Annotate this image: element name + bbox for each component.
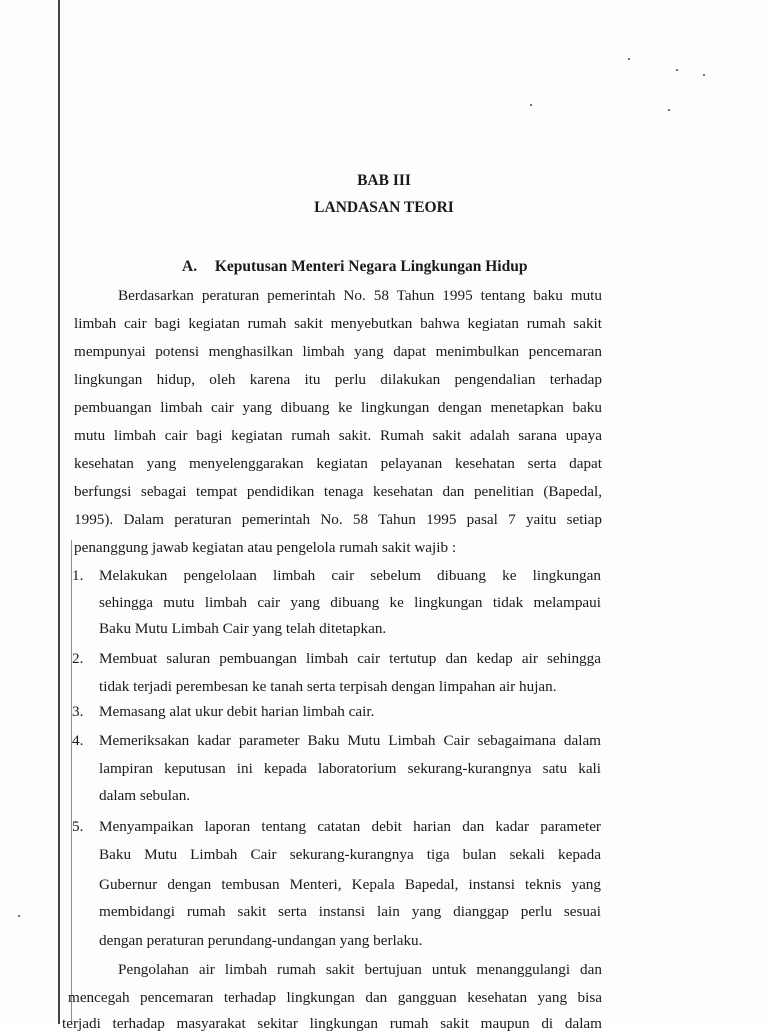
list-item-line: tidak terjadi perembesan ke tanah serta terpisah dengan limpahan air hujan. xyxy=(99,678,557,695)
list-item-line: Menyampaikan laporan tentang catatan debit harian dan kadar parameter xyxy=(99,818,601,835)
list-number: 5. xyxy=(72,818,84,835)
scan-margin-line-faint xyxy=(71,540,72,1024)
list-item-line: sehingga mutu limbah cair yang dibuang ke lingkungan tidak melampaui xyxy=(99,594,601,611)
list-item-line: Membuat saluran pembuangan limbah cair tertutup dan kedap air sehingga xyxy=(99,650,601,667)
paragraph-line: Berdasarkan peraturan pemerintah No. 58 Tahun 1995 tentang baku mutu xyxy=(118,287,602,304)
list-item-line: dalam sebulan. xyxy=(99,787,191,804)
chapter-number: BAB III xyxy=(357,172,411,189)
section-heading xyxy=(182,258,527,276)
list-item-line: Memeriksakan kadar parameter Baku Mutu Limbah Cair sebagaimana dalam xyxy=(99,732,601,749)
scan-speck xyxy=(676,69,678,71)
list-item-line: dengan peraturan perundang-undangan yang berlaku. xyxy=(99,932,423,949)
list-item-line: Gubernur dengan tembusan Menteri, Kepala Bapedal, instansi teknis yang xyxy=(99,876,601,893)
scan-speck xyxy=(668,109,670,111)
list-item-line: lampiran keputusan ini kepada laboratorium sekurang-kurangnya satu kali xyxy=(99,760,601,777)
scan-margin-line xyxy=(58,0,60,1024)
paragraph-line: mutu limbah cair bagi kegiatan rumah sakit. Rumah sakit adalah sarana upaya xyxy=(74,427,602,444)
list-number: 3. xyxy=(72,703,84,720)
list-item-line: Baku Mutu Limbah Cair yang telah ditetapkan. xyxy=(99,620,387,637)
scan-speck xyxy=(628,58,630,60)
paragraph-line: kesehatan yang menyelenggarakan kegiatan pelayanan kesehatan serta dapat xyxy=(74,455,602,472)
paragraph-line: berfungsi sebagai tempat pendidikan tenaga kesehatan dan penelitian (Bapedal, xyxy=(74,483,602,500)
section-title: Keputusan Menteri Negara Lingkungan Hidup xyxy=(214,258,528,275)
paragraph-line: limbah cair bagi kegiatan rumah sakit menyebutkan bahwa kegiatan rumah sakit xyxy=(74,315,602,332)
list-number: 4. xyxy=(72,732,84,749)
scan-speck xyxy=(703,74,705,76)
list-number: 1. xyxy=(72,567,84,584)
scan-speck xyxy=(18,915,20,917)
list-item-line: Melakukan pengelolaan limbah cair sebelum dibuang ke lingkungan xyxy=(99,567,601,584)
section-label: A. xyxy=(182,258,198,275)
list-item-line: Memasang alat ukur debit harian limbah cair. xyxy=(99,703,375,720)
paragraph-line: penanggung jawab kegiatan atau pengelola rumah sakit wajib : xyxy=(74,539,457,556)
list-item-line: membidangi rumah sakit serta instansi lain yang dianggap perlu sesuai xyxy=(99,903,601,920)
chapter-title: LANDASAN TEORI xyxy=(314,199,454,216)
paragraph-line: mencegah pencemaran terhadap lingkungan dan gangguan kesehatan yang bisa xyxy=(68,989,602,1006)
paragraph-line: mempunyai potensi menghasilkan limbah yang dapat menimbulkan pencemaran xyxy=(74,343,602,360)
scan-speck xyxy=(530,104,532,106)
paragraph-line: lingkungan hidup, oleh karena itu perlu dilakukan pengendalian terhadap xyxy=(74,371,602,388)
paragraph-line: terjadi terhadap masyarakat sekitar lingkungan rumah sakit maupun di dalam xyxy=(62,1015,602,1032)
paragraph-line: pembuangan limbah cair yang dibuang ke lingkungan dengan menetapkan baku xyxy=(74,399,602,416)
paragraph-line: Pengolahan air limbah rumah sakit bertujuan untuk menanggulangi dan xyxy=(118,961,602,978)
list-item-line: Baku Mutu Limbah Cair sekurang-kurangnya tiga bulan sekali kepada xyxy=(99,846,601,863)
paragraph-line: 1995). Dalam peraturan pemerintah No. 58 Tahun 1995 pasal 7 yaitu setiap xyxy=(74,511,602,528)
list-number: 2. xyxy=(72,650,84,667)
